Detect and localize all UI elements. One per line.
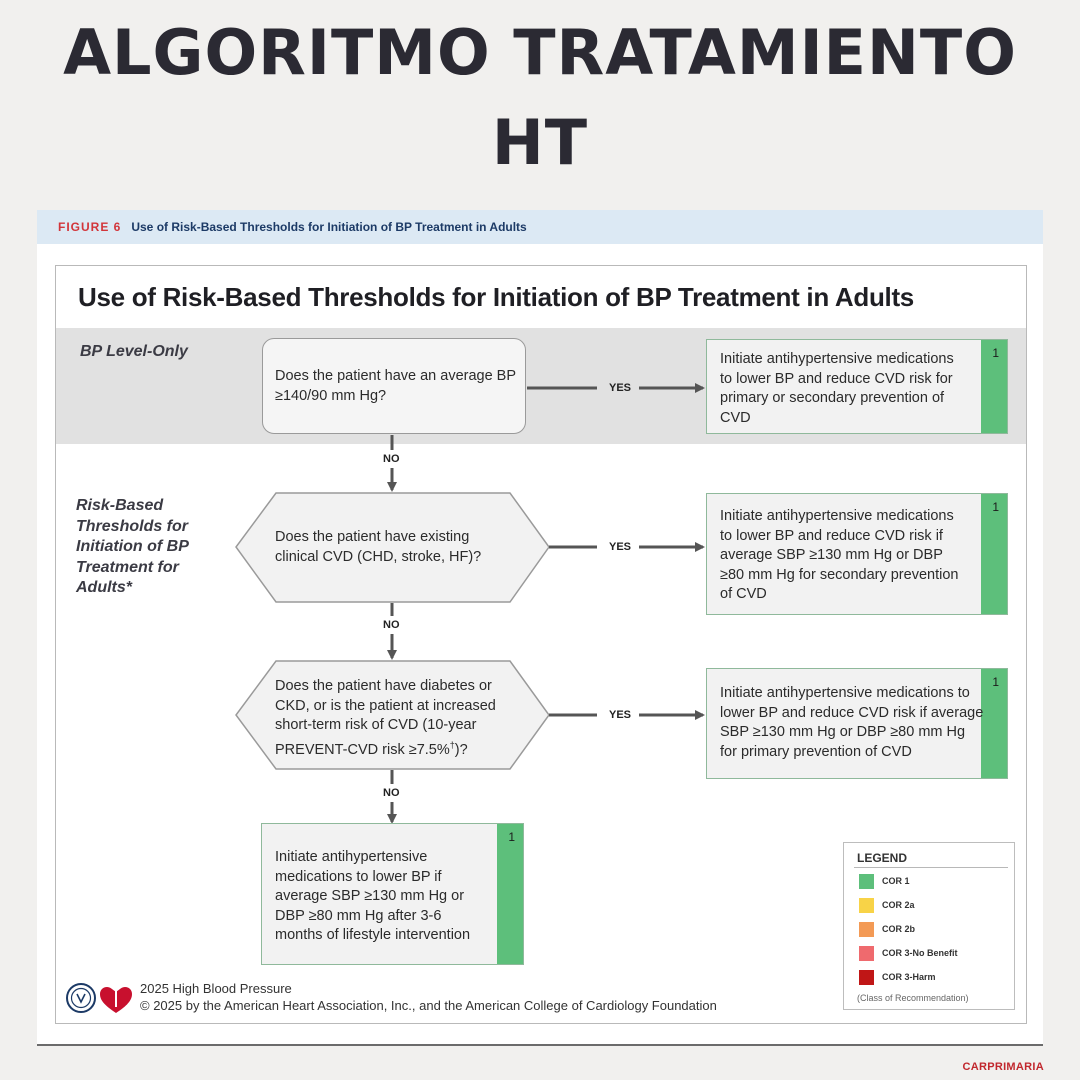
legend-label: COR 2a [882, 900, 915, 910]
text-line: medications to lower BP if [275, 868, 442, 885]
legend-swatch [859, 970, 874, 985]
text-line: average SBP ≥130 mm Hg or [275, 888, 465, 904]
text-line: clinical CVD (CHD, stroke, HF)? [275, 548, 482, 565]
text-line: Initiate antihypertensive medications [720, 351, 954, 367]
text-line: CKD, or is the patient at increased [275, 697, 496, 714]
decision-node-q1-text [275, 367, 516, 406]
legend-label: COR 3-No Benefit [882, 948, 958, 958]
text-line: Initiate antihypertensive medications to [720, 685, 970, 701]
footer-guideline-name: 2025 High Blood Pressure [140, 981, 292, 996]
text-line: ≥140/90 mm Hg? [275, 387, 387, 404]
text-line: lower BP and reduce CVD risk if average [720, 704, 984, 721]
no-label: NO [383, 453, 400, 465]
no-label: NO [383, 619, 400, 631]
text-line: average SBP ≥130 mm Hg or DBP [720, 547, 943, 563]
text-fragment: PREVENT-CVD risk ≥7.5% [275, 741, 450, 758]
text-line: short-term risk of CVD (10-year [275, 717, 477, 733]
footer-copyright: © 2025 by the American Heart Association, Inc., and the American College of Cardiology Foundation [140, 998, 717, 1013]
section-label-line: Treatment for [76, 558, 179, 576]
yes-label: YES [609, 382, 632, 394]
text-line: ≥80 mm Hg for secondary prevention [720, 566, 959, 583]
legend-item-cor-2b [859, 921, 915, 937]
legend-divider [854, 867, 1008, 868]
legend-swatch [859, 922, 874, 937]
outcome-box-1 [706, 339, 1008, 434]
section-label-line: Adults* [76, 579, 132, 596]
text-line: to lower BP and reduce CVD risk if [720, 527, 943, 544]
text-line: Initiate antihypertensive medications [720, 508, 954, 524]
text-line: SBP ≥130 mm Hg or DBP ≥80 mm Hg [720, 724, 966, 740]
figure-label: FIGURE 6 [58, 220, 122, 234]
section-label-line: Thresholds for [76, 517, 189, 535]
text-line: Does the patient have an average BP [275, 368, 517, 384]
legend-swatch [859, 946, 874, 961]
bottom-divider [37, 1044, 1043, 1046]
legend [843, 842, 1015, 1010]
cor-number: 1 [992, 346, 999, 360]
text-line: primary or secondary prevention of [720, 390, 945, 406]
outcome-box-1-text [720, 350, 954, 428]
cor-number: 1 [508, 830, 515, 844]
yes-label: YES [609, 709, 632, 721]
cor-1-bar [497, 824, 523, 964]
legend-label: COR 3-Harm [882, 972, 936, 982]
text-line: to lower BP and reduce CVD risk for [720, 370, 953, 387]
text-line: Does the patient have existing [275, 529, 470, 545]
figure-caption: Use of Risk-Based Thresholds for Initiation of BP Treatment in Adults [131, 220, 527, 234]
legend-item-cor-2a [859, 897, 915, 913]
yes-label: YES [609, 541, 632, 553]
text-line: months of lifestyle intervention [275, 927, 471, 943]
legend-label: COR 1 [882, 876, 910, 886]
outcome-box-4 [261, 823, 524, 965]
text-line: of CVD [720, 586, 767, 602]
legend-label: COR 2b [882, 924, 916, 934]
text-line: for primary prevention of CVD [720, 743, 912, 760]
dagger-footnote: † [449, 739, 455, 750]
figure-title: Use of Risk-Based Thresholds for Initiation of BP Treatment in Adults [78, 282, 914, 312]
brand-logo: CARPRIMARIA [962, 1061, 1044, 1073]
outcome-box-3 [706, 668, 1008, 779]
page-title-line1: ALGORITMO TRATAMIENTO [63, 16, 1017, 89]
acc-aha-logo [66, 981, 134, 1015]
outcome-box-2-text [720, 507, 958, 605]
legend-swatch [859, 898, 874, 913]
outcome-box-2 [706, 493, 1008, 615]
section-label-line: Risk-Based [76, 497, 164, 514]
section-label-bp-level: BP Level-Only [80, 343, 188, 360]
text-line: DBP ≥80 mm Hg after 3-6 [275, 907, 442, 924]
text-line [275, 736, 496, 760]
outcome-box-3-text [720, 684, 983, 762]
text-line: CVD [720, 409, 751, 426]
legend-item-cor-3-harm [859, 969, 936, 985]
legend-swatch [859, 874, 874, 889]
decision-node-q3-text [275, 677, 496, 760]
text-line: Initiate antihypertensive [275, 849, 428, 865]
legend-note: (Class of Recommendation) [857, 993, 969, 1003]
legend-title: LEGEND [857, 851, 908, 865]
page-title-line2: HT [491, 106, 589, 179]
decision-node-q2-text [275, 528, 481, 567]
no-label: NO [383, 787, 400, 799]
cor-number: 1 [992, 675, 999, 689]
text-line: Does the patient have diabetes or [275, 678, 492, 694]
legend-item-cor-1 [859, 873, 910, 889]
legend-item-cor-3-no-benefit [859, 945, 958, 961]
outcome-box-4-text [275, 848, 470, 946]
cor-number: 1 [992, 500, 999, 514]
text-fragment: )? [454, 741, 468, 758]
section-label-line: Initiation of BP [76, 538, 189, 555]
